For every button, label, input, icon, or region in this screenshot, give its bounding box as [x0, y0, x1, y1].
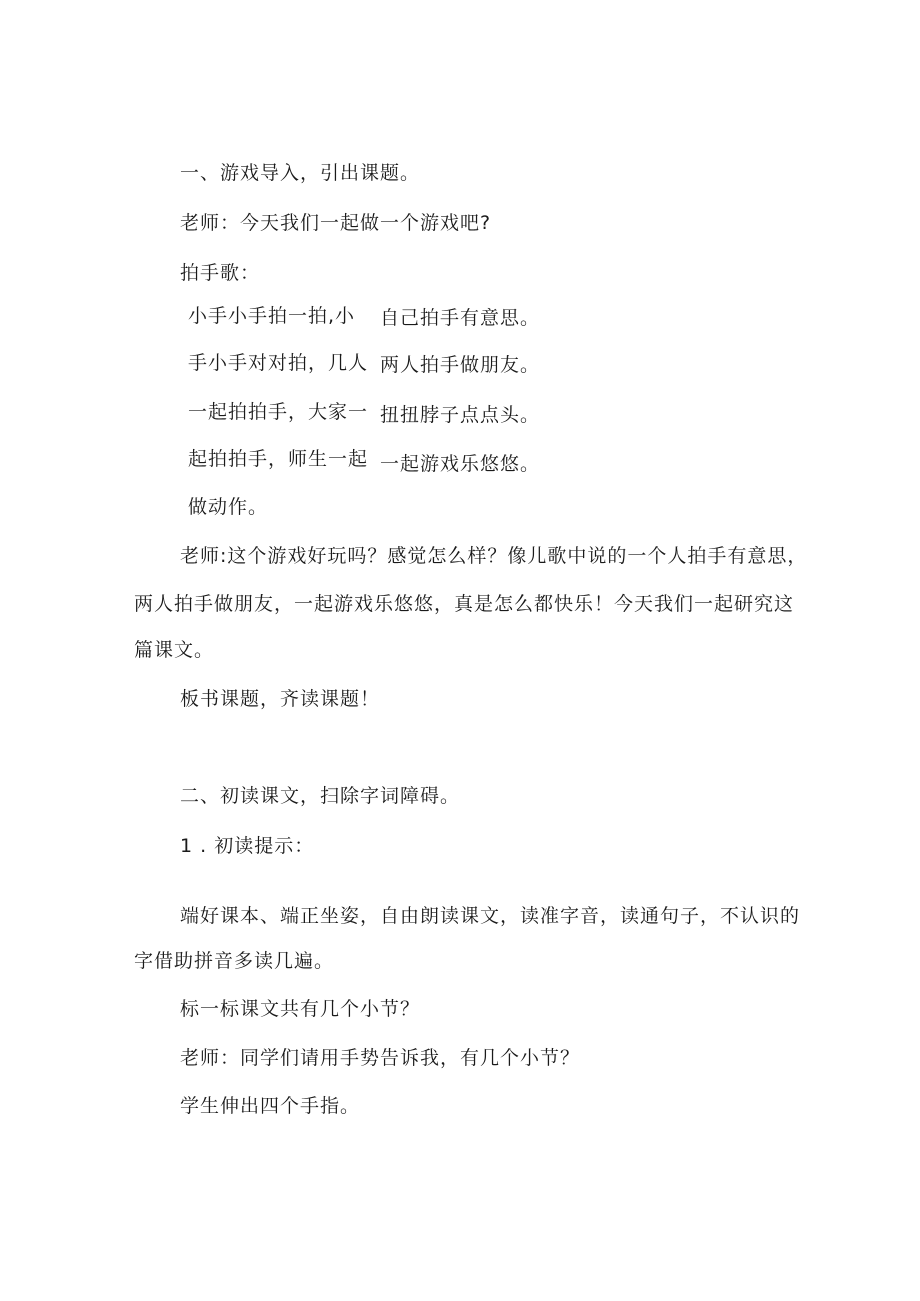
- mark-question: 标一标课文共有几个小节？: [180, 998, 421, 1020]
- song-right-line: 一起游戏乐悠悠。: [380, 453, 541, 475]
- teacher-prompt: 老师：今天我们一起做一个游戏吧?: [180, 212, 492, 234]
- song-left-line: 做动作。: [188, 496, 269, 518]
- song-right-line: 两人拍手做朋友。: [380, 354, 541, 376]
- song-title: 拍手歌：: [180, 262, 261, 284]
- song-left-line: 一起拍拍手，大家一: [188, 401, 369, 423]
- song-left-line: 起拍拍手，师生一起: [188, 448, 369, 470]
- song-left-line: 小手小手拍一拍,小: [188, 305, 356, 327]
- item1-label: 1 . 初读提示：: [180, 835, 315, 857]
- section2-heading: 二、初读课文，扫除字词障碍。: [180, 785, 461, 807]
- instructions-line: 端好课本、端正坐姿，自由朗读课文，读准字音，读通句子，不认识的: [180, 905, 801, 927]
- teacher-comment-line: 老师:这个游戏好玩吗？感觉怎么样？像儿歌中说的一个人拍手有意思，: [180, 545, 808, 567]
- instructions-line: 字借助拼音多读几遍。: [134, 950, 335, 972]
- song-right-line: 自己拍手有意思。: [380, 307, 541, 329]
- section1-heading: 一、游戏导入，引出课题。: [180, 162, 421, 184]
- teacher-comment-line: 两人拍手做朋友，一起游戏乐悠悠，真是怎么都快乐！今天我们一起研究这: [134, 593, 795, 615]
- teacher-question: 老师：同学们请用手势告诉我，有几个小节？: [180, 1047, 581, 1069]
- song-right-line: 扭扭脖子点点头。: [380, 404, 541, 426]
- board-note: 板书课题，齐读课题！: [180, 688, 381, 710]
- song-left-line: 手小手对对拍，几人: [188, 352, 369, 374]
- student-action: 学生伸出四个手指。: [180, 1095, 361, 1117]
- teacher-comment-line: 篇课文。: [134, 639, 215, 661]
